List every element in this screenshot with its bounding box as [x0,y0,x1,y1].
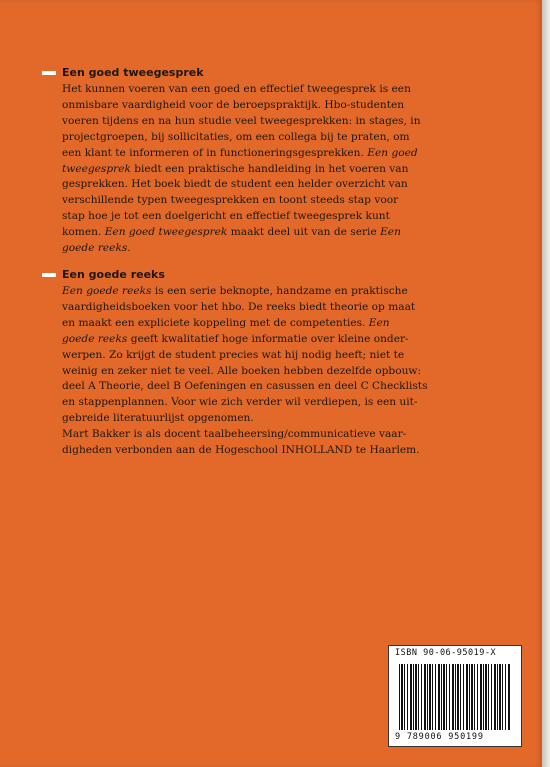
section-een-goed-tweegesprek [62,64,482,257]
paragraph [62,284,482,427]
section-heading [62,64,482,82]
isbn-barcode [388,645,522,747]
text-line: verschillende typen tweegesprekken en toont steeds stap voor [62,194,399,207]
text-line: en maakt een expliciete koppeling met de competenties. [62,316,366,329]
text-line: Mart Bakker is als docent taalbeheersing/communicatieve vaar- [62,428,407,440]
text-line: biedt een praktische handleiding in het voeren van [134,162,409,175]
text-line: weinig en zeker niet te veel. Alle boeken hebben dezelfde opbouw: [62,364,422,377]
text-italic: Een [380,226,401,239]
text-italic: Een goed tweegesprek [104,226,228,239]
text-line: komen. [62,226,102,239]
text-line: gesprekken. Het boek biedt de student een helder overzicht van [62,178,408,191]
text-line: maakt deel uit van de serie [230,226,377,239]
text-italic: goede reeks [62,242,128,255]
text-line: Het kunnen voeren van een goed en effectief tweegesprek is een [62,83,411,95]
text-italic: tweegesprek [62,162,131,175]
text-line: geeft kwalitatief hoge informatie over kleine onder- [130,332,409,345]
isbn-number: ISBN 90-06-95019-X [395,648,497,658]
section-een-goede-reeks [62,266,482,427]
ean-number: 9 789006 950199 [395,732,515,742]
text-italic: Een goede reeks [62,285,152,297]
text-line: deel A Theorie, deel B Oefeningen en casussen en deel C Checklists [62,380,428,393]
text-line: gebreide literatuurlijst opgenomen. [62,412,254,425]
text-line: is een serie beknopte, handzame en praktische [154,285,408,297]
text-line: digheden verbonden aan de Hogeschool INHOLLAND te Haarlem. [62,443,420,456]
heading-bar-decoration [42,71,56,75]
text-line: projectgroepen, bij sollicitaties, om een collega bij te praten, om [62,130,410,143]
text-italic: goede reeks [62,332,128,345]
heading-text: Een goed tweegesprek [62,66,204,79]
text-line: werpen. Zo krijgt de student precies wat hij nodig heeft; niet te [62,348,405,361]
text-line: vaardigheidsboeken voor het hbo. De reeks biedt theorie op maat [62,300,416,313]
paragraph [62,427,482,459]
section-heading [62,266,482,284]
text-line: stap hoe je tot een doelgericht en effectief tweegesprek kunt [62,210,390,223]
paragraph: Het kunnen voeren van een goed en effectief tweegesprek is een onmisbare vaardigheid voor de beroepspraktijk. Hbo-studenten voeren tijdens en na hun studie veel tweegesprekken: in stages, in projectgroepen, bij sollicitaties, om een collega bij te praten, om een klant te informeren of in functioneringsgesprekken. Een goed tweegesprek biedt een praktische handleiding in het voeren van gesprekken. Het boek biedt de student een helder overzicht van verschillende typen tweegesprekken en toont steeds stap voor stap hoe je tot een doelgericht en effectief tweegesprek kunt komen. Een goed tweegesprek maakt deel uit van de serie Een goede reeks. [62,83,421,255]
section-author-bio [62,427,482,459]
text-line: voeren tijdens en na hun studie veel tweegesprekken: in stages, in [62,114,421,127]
text-line: een klant te informeren of in functioneringsgesprekken. [62,146,364,159]
heading-bar-decoration [42,273,56,277]
page-edge [542,0,550,767]
text-italic: Een [368,316,390,329]
text-line: onmisbare vaardigheid voor de beroepspraktijk. Hbo-studenten [62,98,405,111]
text-line: en stappenplannen. Voor wie zich verder wil verdiepen, is een uit- [62,396,418,409]
text-italic: Een goed [367,146,418,159]
heading-text: Een goede reeks [62,268,165,281]
barcode-bars [399,664,511,730]
